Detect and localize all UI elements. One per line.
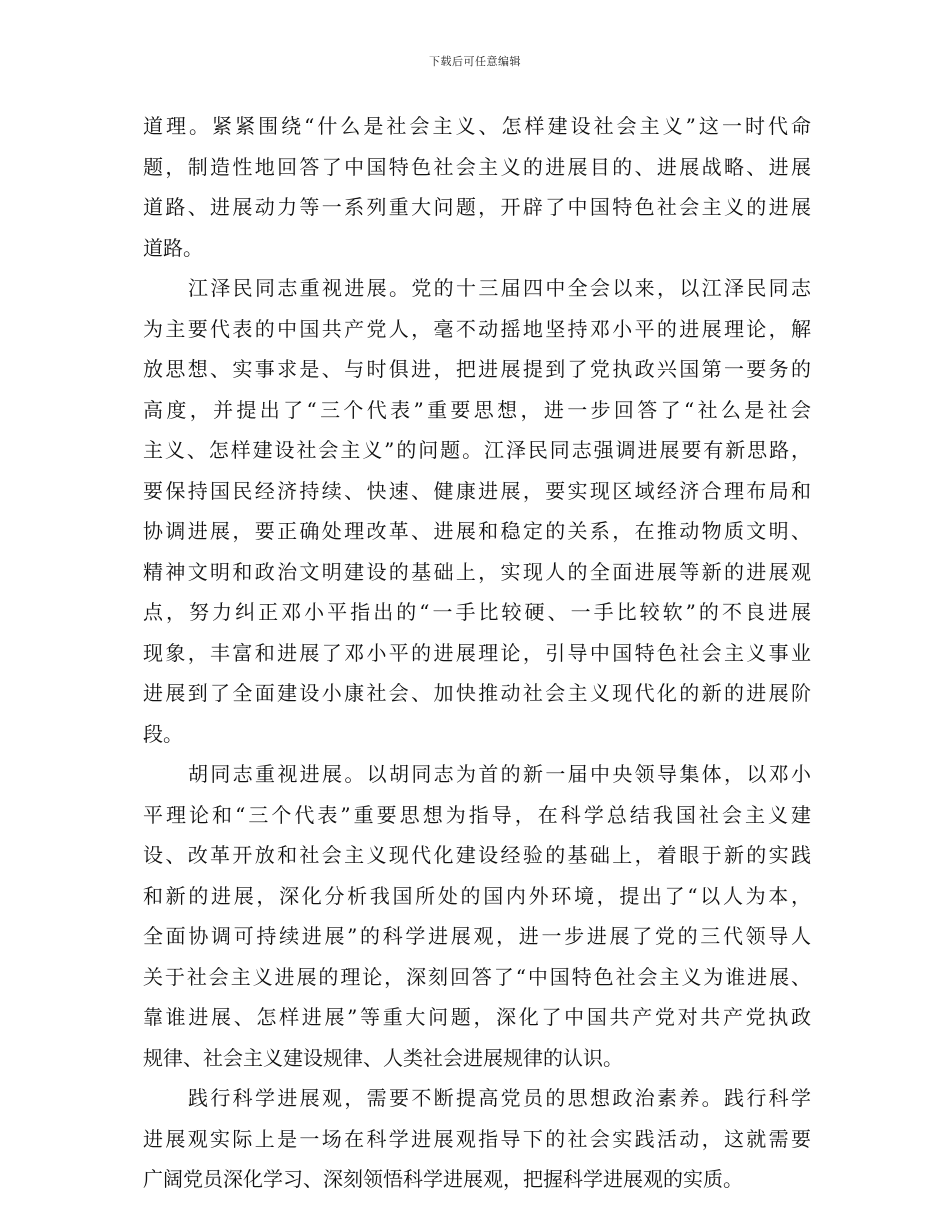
- text-line: 进展到了全面建设小康社会、加快推动社会主义现代化的新的进展阶: [143, 681, 811, 705]
- text-line: 规律、社会主义建设规律、人类社会进展规律的认识。: [143, 1045, 623, 1070]
- text-line: 点，努力纠正邓小平指出的“一手比较硬、一手比较软”的不良进展: [143, 600, 811, 624]
- text-line: 关于社会主义进展的理论，深刻回答了“中国特色社会主义为谁进展、: [143, 964, 811, 989]
- page-header: 下载后可任意编辑: [429, 55, 521, 68]
- text-line: 协调进展，要正确处理改革、进展和稳定的关系，在推动物质文明、: [143, 519, 811, 543]
- text-line: 和新的进展，深化分析我国所处的国内外环境，提出了“以人为本，: [143, 883, 811, 908]
- text-line: 靠谁进展、怎样进展”等重大问题，深化了中国共产党对共产党执政: [143, 1005, 811, 1029]
- text-line: 平理论和“三个代表”重要思想为指导，在科学总结我国社会主义建: [143, 802, 811, 827]
- text-line: 广阔党员深化学习、深刻领悟科学进展观，把握科学进展观的实质。: [143, 1167, 743, 1191]
- text-line: 道理。紧紧围绕“什么是社会主义、怎样建设社会主义”这一时代命: [143, 114, 811, 138]
- text-line: 为主要代表的中国共产党人，毫不动摇地坚持邓小平的进展理论，解: [143, 316, 811, 341]
- text-line: 现象，丰富和进展了邓小平的进展理论，引导中国特色社会主义事业: [143, 640, 811, 665]
- text-line: 践行科学进展观，需要不断提高党员的思想政治素养。践行科学: [188, 1086, 811, 1110]
- text-line: 高度，并提出了“三个代表”重要思想，进一步回答了“社么是社会: [143, 397, 811, 422]
- text-line: 要保持国民经济持续、快速、健康进展，要实现区域经济合理布局和: [143, 478, 811, 503]
- text-line: 放思想、实事求是、与时俱进，把进展提到了党执政兴国第一要务的: [143, 357, 811, 381]
- text-line: 设、改革开放和社会主义现代化建设经验的基础上，着眼于新的实践: [143, 843, 811, 867]
- text-line: 江泽民同志重视进展。党的十三届四中全会以来，以江泽民同志: [188, 276, 811, 300]
- text-line: 主义、怎样建设社会主义”的问题。江泽民同志强调进展要有新思路，: [143, 438, 811, 462]
- text-line: 精神文明和政治文明建设的基础上，实现人的全面进展等新的进展观: [143, 559, 811, 584]
- text-line: 道路、进展动力等一系列重大问题，开辟了中国特色社会主义的进展: [143, 195, 811, 219]
- text-line: 题，制造性地回答了中国特色社会主义的进展目的、进展战略、进展: [143, 154, 811, 179]
- text-line: 全面协调可持续进展”的科学进展观，进一步进展了党的三代领导人: [143, 924, 811, 948]
- text-line: 进展观实际上是一场在科学进展观指导下的社会实践活动，这就需要: [143, 1126, 811, 1151]
- text-line: 胡同志重视进展。以胡同志为首的新一届中央领导集体，以邓小: [188, 762, 811, 786]
- text-line: 段。: [143, 721, 183, 746]
- body-text: [143, 106, 811, 1200]
- text-line: 道路。: [143, 235, 203, 260]
